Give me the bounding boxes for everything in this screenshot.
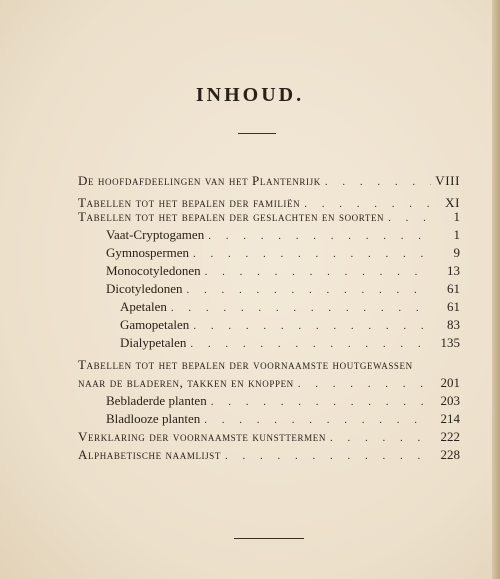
toc-entry xyxy=(106,410,460,428)
toc-entry-page: VIII xyxy=(435,173,460,188)
toc-entry-page: 135 xyxy=(440,335,460,350)
toc-entry-label: Dialypetalen xyxy=(120,335,187,350)
toc-entry-page: 83 xyxy=(447,317,460,332)
dot-leader xyxy=(187,281,432,299)
toc-entry xyxy=(78,208,460,226)
page-title: INHOUD. xyxy=(195,84,305,106)
dot-leader xyxy=(171,299,432,317)
toc-entry-label: Alphabetische naamlijst xyxy=(78,447,221,462)
toc-entry-label: Bladlooze planten xyxy=(106,411,201,426)
dot-leader xyxy=(204,411,432,429)
toc-entry-page: XI xyxy=(445,195,460,210)
dot-leader xyxy=(205,263,432,281)
toc-entry-page: 13 xyxy=(447,263,460,278)
toc-entry xyxy=(78,374,460,392)
dot-leader xyxy=(298,375,432,393)
toc-entry xyxy=(120,316,460,334)
toc-entry xyxy=(106,392,460,410)
toc-entry-label: Gamopetalen xyxy=(120,317,190,332)
toc-entry-label: Vaat-Cryptogamen xyxy=(106,227,205,242)
toc-entry-label: Apetalen xyxy=(120,299,167,314)
toc-entry-page: 61 xyxy=(447,299,460,314)
toc-entry-page: 61 xyxy=(447,281,460,296)
toc-entry xyxy=(78,428,460,446)
dot-leader xyxy=(193,317,432,335)
toc-entry-page: 9 xyxy=(453,245,460,260)
toc-entry-label: Gymnospermen xyxy=(106,245,190,260)
toc-entry xyxy=(120,334,460,352)
toc-entry-label: Verklaring der voornaamste kunsttermen xyxy=(78,429,326,444)
dot-leader xyxy=(211,393,432,411)
toc-entry xyxy=(106,226,460,244)
toc-entry-label: Tabellen tot het bepalen der familiën xyxy=(78,195,301,210)
toc-entry-page: 222 xyxy=(440,429,460,444)
toc-entry xyxy=(78,356,460,374)
toc-entry-label: Bebladerde planten xyxy=(106,393,207,408)
toc-entry xyxy=(106,262,460,280)
dot-leader xyxy=(225,447,432,465)
dot-leader xyxy=(388,209,432,227)
toc-entry-label: Tabellen tot het bepalen der voornaamste houtgewassen xyxy=(78,357,413,372)
dot-leader xyxy=(330,429,432,447)
dot-leader xyxy=(208,227,432,245)
toc-entry-page: 214 xyxy=(440,411,460,426)
toc-entry-page: 203 xyxy=(440,393,460,408)
toc-entry-page: 1 xyxy=(453,227,460,242)
toc-entry-label: Monocotyledonen xyxy=(106,263,201,278)
toc-entry xyxy=(78,446,460,464)
toc-entry-label: Dicotyledonen xyxy=(106,281,183,296)
dot-leader xyxy=(325,173,431,191)
title-divider xyxy=(238,133,276,134)
toc-entry-page: 201 xyxy=(440,375,460,390)
toc-entry xyxy=(106,244,460,262)
toc-entry-page: 1 xyxy=(453,209,460,224)
dot-leader xyxy=(193,245,432,263)
toc-entry-label: De hoofdafdeelingen van het Plantenrijk xyxy=(78,173,321,188)
toc-entry-label: naar de bladeren, takken en knoppen xyxy=(78,375,294,390)
toc-entry xyxy=(106,280,460,298)
bottom-divider xyxy=(234,538,304,539)
toc-entry xyxy=(78,172,460,190)
toc-entry-page: 228 xyxy=(440,447,460,462)
toc-entry-label: Tabellen tot het bepalen der geslachten en soorten xyxy=(78,209,385,224)
toc-entry xyxy=(120,298,460,316)
dot-leader xyxy=(190,335,432,353)
